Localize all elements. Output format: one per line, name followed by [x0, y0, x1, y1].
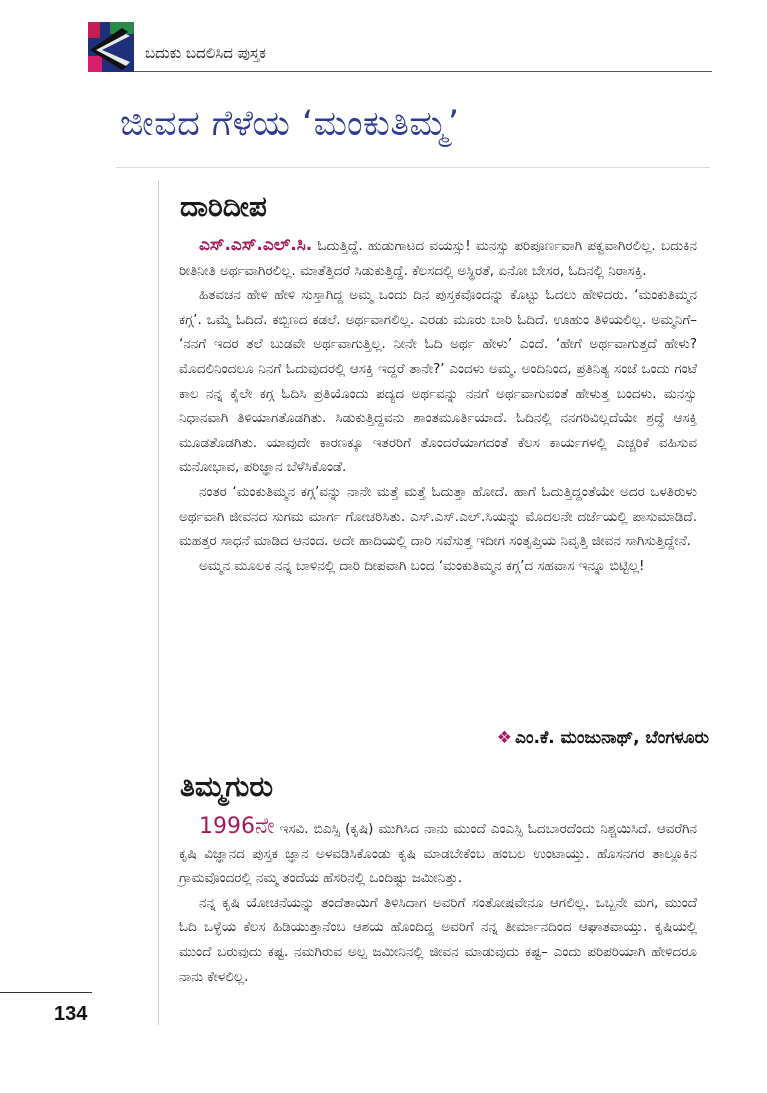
diamond-bullet-icon: ❖ — [496, 728, 513, 748]
author-attribution — [497, 728, 709, 748]
column-rule — [158, 180, 159, 1025]
page-number-rule — [0, 992, 92, 993]
section-heading-daarideepa: ದಾರಿದೀಪ — [180, 190, 267, 223]
title-divider — [116, 167, 710, 168]
section-heading-timmaguru: ತಿಮ್ಮಗುರು — [180, 770, 274, 803]
paragraph: ಹಿತವಚನ ಹೇಳಿ ಹೇಳಿ ಸುಸ್ತಾಗಿದ್ದ ಅಮ್ಮ ಒಂದು ದಿನ ಪುಸ್ತಕವೊಂದನ್ನು ಕೊಟ್ಟು ಓದಲು ಹೇಳಿದರು. ‘ಮಂಕುತಿಮ್ಮನ ಕಗ್ಗ’. ಒಮ್ಮೆ ಓದಿದೆ. ಕಬ್ಬಿಣದ ಕಡಲೆ. ಅರ್ಥವಾಗಲಿಲ್ಲ. ಎರಡು ಮೂರು ಬಾರಿ ಓದಿದೆ. ಊಹುಂ ತಿಳಿಯಲಿಲ್ಲ. ಅಮ್ಮನಿಗೆ– ‘ನನಗೆ ಇದರ ತಲೆ ಬುಡವೇ ಅರ್ಥವಾಗುತ್ತಿಲ್ಲ. ನೀನೇ ಓದಿ ಅರ್ಥ ಹೇಳು’ ಎಂದೆ. ‘ಹೇಗೆ ಅರ್ಥವಾಗುತ್ತದೆ ಹೇಳು? ಮೊದಲಿನಿಂದಲೂ ನಿನಗೆ ಓದುವುದರಲ್ಲಿ ಆಸಕ್ತಿ ಇದ್ದರೆ ತಾನೇ?’ ಎಂದಳು ಅಮ್ಮ. ಅಂದಿನಿಂದ, ಪ್ರತಿನಿತ್ಯ ಸಂಜೆ ಒಂದು ಗಂಟೆ ಕಾಲ ನನ್ನ ಕೈಲೇ ಕಗ್ಗ ಓದಿಸಿ ಪ್ರತಿಯೊಂದು ಪದ್ಯದ ಅರ್ಥವನ್ನು ನನಗೆ ಅರ್ಥವಾಗುವಂತೆ ಹೇಳುತ್ತ ಬಂದಳು. ಮನಸ್ಸು ನಿಧಾನವಾಗಿ ತಿಳಿಯಾಗತೊಡಗಿತು. ಸಿಡುಕುತ್ತಿದ್ದವನು ಶಾಂತಮೂರ್ತಿಯಾದೆ. ಓದಿನಲ್ಲಿ ನನಗರಿವಿಲ್ಲದೆಯೇ ಶ್ರದ್ಧೆ ಆಸಕ್ತಿ ಮೂಡತೊಡಗಿತು. ಯಾವುದೇ ಕಾರಣಕ್ಕೂ ಇತರರಿಗೆ ತೊಂದರೆಯಾಗದಂತೆ ಕೆಲಸ ಕಾರ್ಯಗಳಲ್ಲಿ ಎಚ್ಚರಿಕೆ ವಹಿಸುವ ಮನೋಭಾವ, ಪರಿಜ್ಞಾನ ಬೆಳೆಸಿಕೊಂಡೆ. — [179, 287, 697, 476]
header-divider — [134, 71, 712, 72]
paragraph — [179, 233, 697, 283]
page-number: 134 — [54, 1003, 88, 1025]
paragraph-text: ಇಸವಿ. ಬಿಎಸ್ಸಿ (ಕೃಷಿ) ಮುಗಿಸಿದ ನಾನು ಮುಂದೆ ಎಂಎಸ್ಸಿ ಓದಬಾರದೆಂದು ನಿಶ್ಚಯಿಸಿದೆ. ಆವರೆಗಿನ ಕೃಷಿ ವಿಜ್ಞಾನದ ಪುಸ್ತಕ ಜ್ಞಾನ ಅಳವಡಿಸಿಕೊಂಡು ಕೃಷಿ ಮಾಡಬೇಕೆಂಬ ಹಂಬಲ ಉಂಟಾಯ್ತು. ಹೊಸನಗರ ತಾಲ್ಲೂಕಿನ ಗ್ರಾಮವೊಂದರಲ್ಲಿ ನಮ್ಮ ತಂದೆಯ ಹೆಸರಿನಲ್ಲಿ ಒಂದಿಷ್ಟು ಜಮೀನಿತ್ತು. — [179, 821, 697, 887]
section-2-body — [179, 815, 697, 989]
paragraph — [179, 815, 697, 891]
paragraph: ಅಮ್ಮನ ಮೂಲಕ ನನ್ನ ಬಾಳಿನಲ್ಲಿ ದಾರಿ ದೀಪವಾಗಿ ಬಂದ ‘ಮಂಕುತಿಮ್ಮನ ಕಗ್ಗ’ದ ಸಹವಾಸ ಇನ್ನೂ ಬಿಟ್ಟಿಲ್ಲ! — [199, 557, 645, 574]
paragraph-text: ಓದುತ್ತಿದ್ದೆ. ಹುಡುಗಾಟದ ವಯಸ್ಸು! ಮನಸ್ಸು ಪರಿಪೂರ್ಣವಾಗಿ ಪಕ್ವವಾಗಿರಲಿಲ್ಲ. ಬದುಕಿನ ರೀತಿನೀತಿ ಅರ್ಥವಾಗಿರಲಿಲ್ಲ. ಮಾತೆತ್ತಿದರೆ ಸಿಡುಕುತ್ತಿದ್ದೆ. ಕೆಲಸದಲ್ಲಿ ಅಸ್ಥಿರತೆ, ಏನೋ ಬೇಸರ, ಓದಿನಲ್ಲಿ ನಿರಾಸಕ್ತಿ. — [179, 238, 697, 279]
paragraph: ನಂತರ ‘ಮಂಕುತಿಮ್ಮನ ಕಗ್ಗ’ವನ್ನು ನಾನೇ ಮತ್ತೆ ಮತ್ತೆ ಓದುತ್ತಾ ಹೋದೆ. ಹಾಗೆ ಓದುತ್ತಿದ್ದಂತೆಯೇ ಅದರ ಒಳತಿರುಳು ಅರ್ಥವಾಗಿ ಜೀವನದ ಸುಗಮ ಮಾರ್ಗ ಗೋಚರಿಸಿತು. ಎಸ್.ಎಸ್.ಎಲ್.ಸಿಯನ್ನು ಮೊದಲನೇ ದರ್ಜೆಯಲ್ಲಿ ಪಾಸುಮಾಡಿದೆ. ಮಹತ್ತರ ಸಾಧನೆ ಮಾಡಿದ ಆನಂದ. ಅದೇ ಹಾದಿಯಲ್ಲಿ ದಾರಿ ಸವೆಸುತ್ತ ಇದೀಗ ಸಂತೃಪ್ತಿಯ ನಿವೃತ್ತಿ ಜೀವನ ಸಾಗಿಸುತ್ತಿದ್ದೇನೆ. — [179, 483, 697, 550]
lead-word: ಎಸ್.ಎಸ್.ಎಲ್.ಸಿ. — [199, 235, 313, 255]
publication-logo — [88, 22, 134, 72]
running-title: ಬದುಕು ಬದಲಿಸಿದ ಪುಸ್ತಕ — [145, 44, 266, 62]
section-1-body — [179, 233, 697, 578]
article-title: ಜೀವದ ಗೆಳೆಯ ‘ಮಂಕುತಿಮ್ಮ’ — [120, 104, 460, 144]
paragraph: ನನ್ನ ಕೃಷಿ ಯೋಚನೆಯನ್ನು ತಂದೆತಾಯಿಗೆ ತಿಳಿಸಿದಾಗ ಅವರಿಗೆ ಸಂತೋಷವೇನೂ ಆಗಲಿಲ್ಲ. ಒಬ್ಬನೇ ಮಗ, ಮುಂದೆ ಓದಿ ಒಳ್ಳೆಯ ಕೆಲಸ ಹಿಡಿಯುತ್ತಾನೆಂಬ ಆಶಯ ಹೊಂದಿದ್ದ ಅವರಿಗೆ ನನ್ನ ತೀರ್ಮಾನದಿಂದ ಆಘಾತವಾಯ್ತು. ಕೃಷಿಯಲ್ಲಿ ಮುಂದೆ ಬರುವುದು ಕಷ್ಟ. ನಮಗಿರುವ ಅಲ್ಪ ಜಮೀನಿನಲ್ಲಿ ಜೀವನ ಮಾಡುವುದು ಕಷ್ಟ– ಎಂದು ಪರಿಪರಿಯಾಗಿ ಹೇಳಿದರೂ ನಾನು ಕೇಳಲಿಲ್ಲ. — [179, 894, 697, 985]
author-name: ಎಂ.ಕೆ. ಮಂಜುನಾಥ್, ಬೆಂಗಳೂರು — [515, 728, 709, 748]
lead-word: 1996ನೇ — [199, 814, 275, 839]
